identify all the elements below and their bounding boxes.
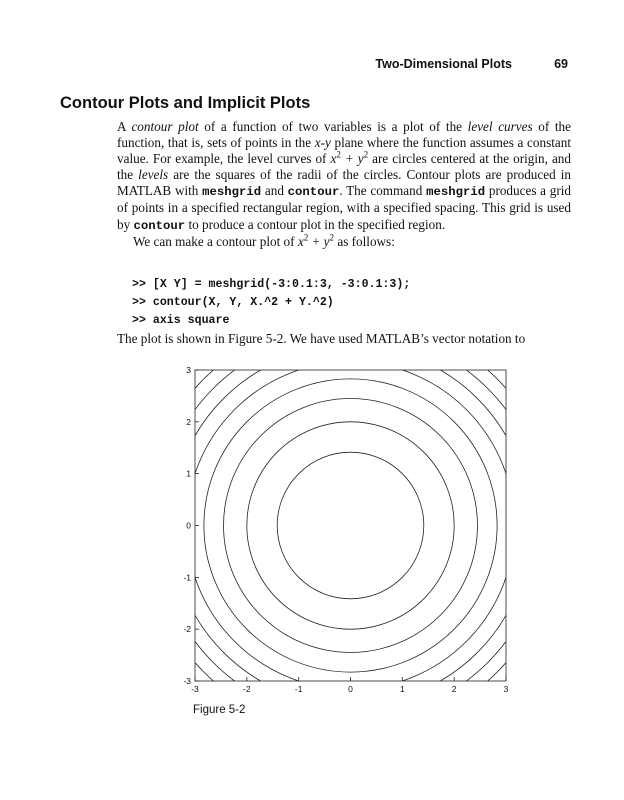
body-text	[117, 119, 571, 250]
contour-level-12	[171, 360, 530, 700]
x-tick-label: 1	[399, 684, 405, 694]
code-block	[132, 276, 410, 329]
page-header	[0, 57, 624, 77]
y-tick-label: 1	[186, 468, 191, 479]
y-tick-label: -2	[183, 624, 191, 635]
x-tick-label: -1	[294, 684, 303, 694]
plot-frame	[195, 370, 506, 681]
x-tick-label: -2	[243, 684, 251, 694]
contour-level-16	[160, 360, 540, 700]
x-tick-label: 0	[348, 684, 353, 694]
y-tick-label: -1	[183, 572, 191, 583]
contour-level-2	[277, 452, 424, 599]
paragraph-figure-ref: The plot is shown in Figure 5-2. We have used MATLAB’s vector notation to	[117, 331, 526, 346]
contour-level-10	[187, 362, 515, 690]
y-tick-label: -3	[183, 676, 191, 686]
contour-level-18	[160, 360, 540, 700]
axis-ticks	[183, 365, 508, 694]
running-title: Two-Dimensional Plots	[375, 57, 512, 71]
code-line: >> contour(X, Y, X.^2 + Y.^2)	[132, 295, 334, 309]
y-tick-label: 0	[186, 520, 191, 531]
code-line: >> axis square	[132, 313, 230, 327]
page-number: 69	[554, 57, 568, 71]
contour-level-6	[224, 399, 478, 653]
contour-levels	[160, 360, 540, 700]
contour-plot	[160, 360, 540, 700]
y-tick-label: 3	[186, 365, 191, 375]
contour-level-4	[247, 422, 454, 629]
section-title: Contour Plots and Implicit Plots	[60, 94, 311, 112]
contour-level-8	[204, 379, 497, 672]
paragraph-contour-intro: A contour plot of a function of two variables is a plot of the level curves of the function, that is, sets of points in the x-y plane where the function assumes a constant value. For example, the level curves of $x^2 + y^2$ are circles centered at the origin, and the levels are the squares of the radii of the circles. Contour plots are produced in MATLAB with meshgrid and contour. The command meshgrid produces a grid of points in a specified rectangular region, with a specified spacing. This grid is used by contour to produce a contour plot in the specified region.	[117, 119, 572, 233]
code-line: >> [X Y] = meshgrid(-3:0.1:3, -3:0.1:3);	[132, 278, 411, 291]
x-tick-label: 3	[503, 684, 509, 694]
figure-caption: Figure 5-2	[193, 704, 246, 716]
x-tick-label: 2	[451, 684, 457, 694]
contour-level-14	[160, 360, 540, 700]
paragraph-example: We can make a contour plot of $x^2 + y^2$ as follows:	[133, 232, 395, 249]
y-tick-label: 2	[186, 416, 191, 427]
figure-5-2	[160, 360, 540, 705]
x-tick-label: -3	[191, 684, 199, 694]
